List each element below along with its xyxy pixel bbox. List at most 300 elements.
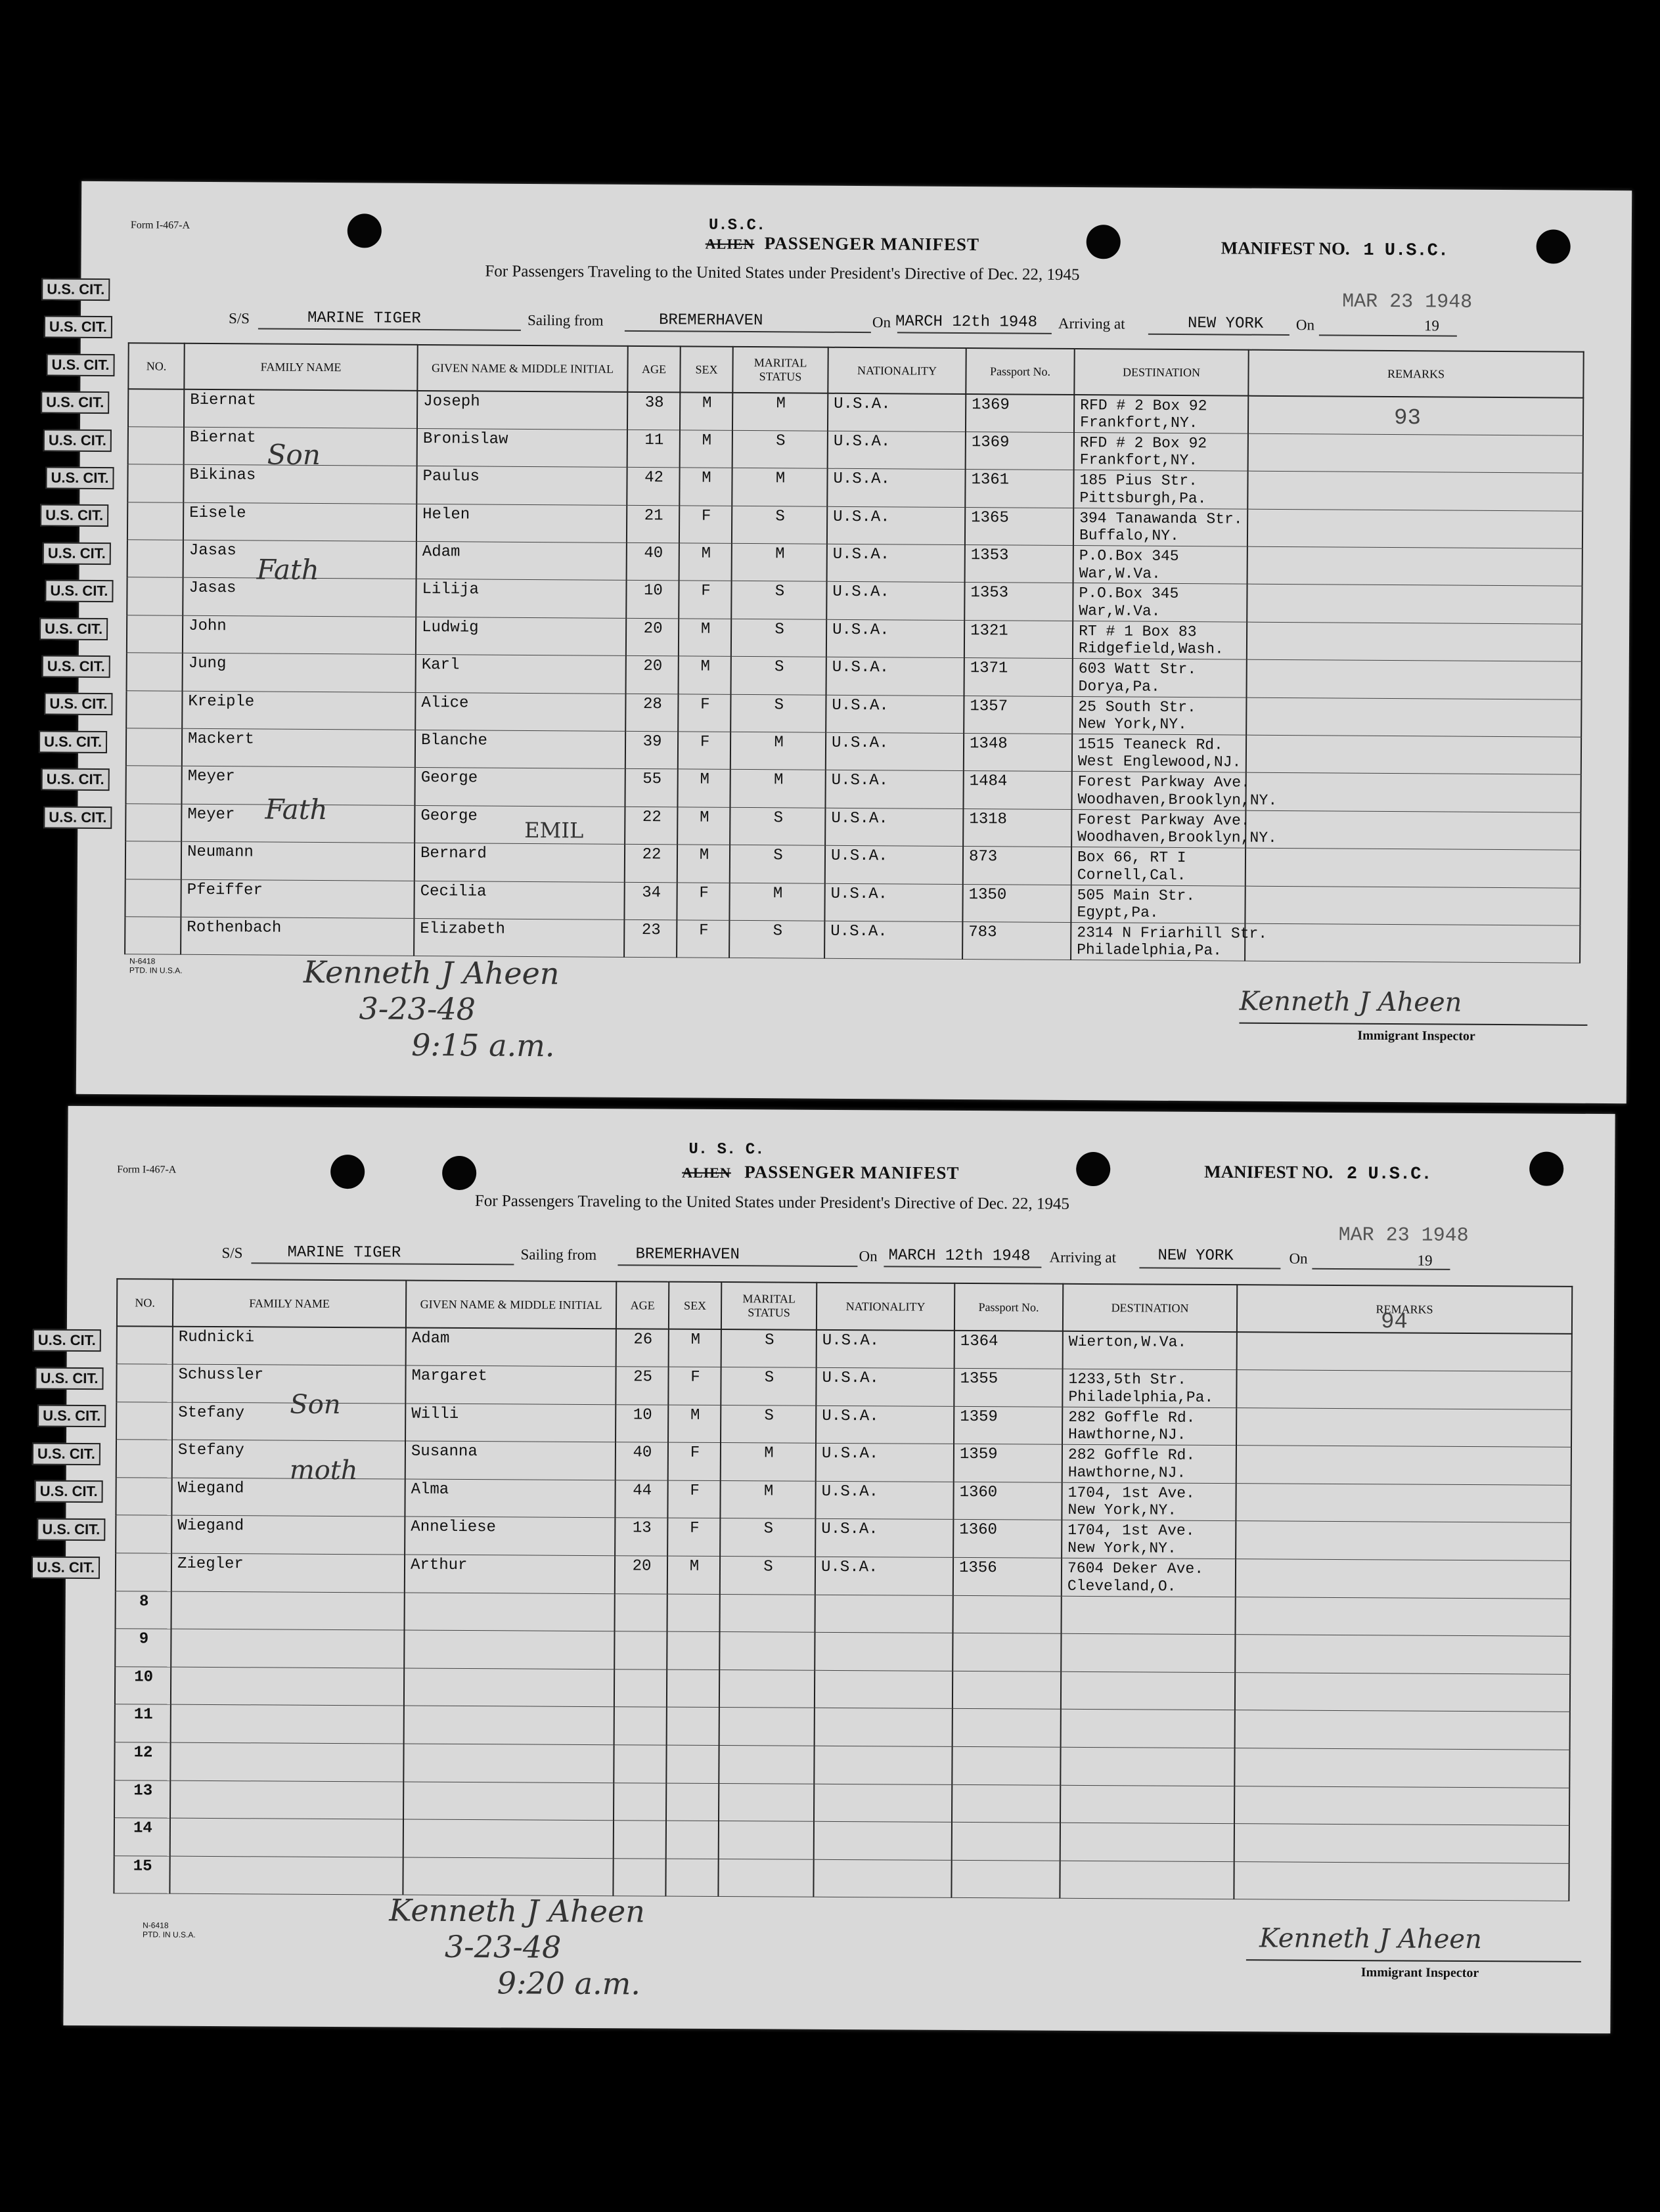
destination-line-2: Woodhaven,Brooklyn,NY. bbox=[1077, 828, 1277, 847]
port-line bbox=[617, 1264, 857, 1267]
cell-nationality: U.S.A. bbox=[817, 1330, 954, 1369]
destination-line-2: Cornell,Cal. bbox=[1077, 866, 1186, 884]
us-citizen-stamp: U.S. CIT. bbox=[41, 391, 109, 414]
cell-sex: M bbox=[667, 1556, 720, 1594]
cell-age: 38 bbox=[627, 392, 680, 430]
cell-remarks bbox=[1234, 1748, 1569, 1788]
punch-hole bbox=[1529, 1151, 1563, 1185]
cell-family-name: Ziegler bbox=[171, 1553, 405, 1592]
table-row bbox=[114, 1856, 1569, 1901]
ship-name: MARINE TIGER bbox=[307, 309, 421, 328]
cell-marital-status: M bbox=[730, 732, 826, 770]
cell-marital-status bbox=[719, 1708, 815, 1746]
cell-sex: F bbox=[679, 581, 731, 619]
cell-marital-status: S bbox=[732, 430, 828, 468]
destination-line-2: War,W.Va. bbox=[1079, 564, 1161, 583]
cell-nationality: U.S.A. bbox=[825, 808, 963, 847]
punch-hole bbox=[1087, 225, 1121, 259]
cell-remarks bbox=[1235, 1710, 1570, 1750]
cell-destination bbox=[1061, 1634, 1235, 1673]
cell-remarks bbox=[1236, 1484, 1571, 1523]
cell-passport-no bbox=[952, 1784, 1060, 1823]
cell-marital-status: S bbox=[720, 1518, 815, 1557]
cell-destination bbox=[1062, 1445, 1236, 1484]
cell-nationality: U.S.A. bbox=[825, 845, 963, 884]
cell-passport-no: 1364 bbox=[954, 1331, 1063, 1369]
cell-sex: M bbox=[679, 619, 731, 657]
destination-line-1: 1704, 1st Ave. bbox=[1067, 1522, 1195, 1540]
destination-line-2: Dorya,Pa. bbox=[1078, 677, 1160, 696]
cell-given-name bbox=[404, 1668, 614, 1707]
arrival-date-stamp: MAR 23 1948 bbox=[1342, 290, 1473, 314]
cell-destination bbox=[1073, 621, 1247, 659]
cell-family-name: Jasas bbox=[183, 578, 416, 617]
cell-age: 20 bbox=[626, 618, 679, 656]
form-id: Form I-467-A bbox=[130, 219, 191, 231]
us-citizen-stamp: U.S. CIT. bbox=[43, 429, 112, 452]
cell-marital-status: M bbox=[732, 393, 828, 431]
cell-passport-no: 1350 bbox=[962, 884, 1071, 922]
inspector-label: Immigrant Inspector bbox=[1357, 1028, 1475, 1044]
inspector-label: Immigrant Inspector bbox=[1360, 1965, 1479, 1981]
cell-family-name bbox=[170, 1818, 403, 1857]
cell-nationality: U.S.A. bbox=[815, 1557, 953, 1595]
handwritten-fath-note: Fath bbox=[256, 553, 320, 586]
table-header bbox=[128, 343, 1583, 398]
destination-line-1: RFD # 2 Box 92 bbox=[1080, 397, 1207, 415]
cell-age bbox=[615, 1593, 667, 1631]
cell-family-name: Rothenbach bbox=[181, 917, 414, 956]
cell-given-name: Elizabeth bbox=[414, 918, 624, 957]
cell-destination bbox=[1071, 922, 1268, 961]
destination-line-2: Frankfort,NY. bbox=[1079, 451, 1198, 470]
cell-destination bbox=[1063, 1331, 1237, 1370]
destination-line-2: Pittsburgh,Pa. bbox=[1079, 489, 1207, 507]
cell-destination bbox=[1073, 470, 1247, 509]
header-col-passport-no: Passport No. bbox=[966, 348, 1074, 395]
cell-given-name: Alma bbox=[405, 1479, 615, 1518]
us-citizen-stamp: U.S. CIT. bbox=[37, 1518, 105, 1541]
cell-sex: M bbox=[677, 845, 730, 883]
destination-line-1: 2314 N Friarhill Str. bbox=[1077, 924, 1268, 942]
cell-nationality: U.S.A. bbox=[827, 506, 965, 545]
cell-marital-status: S bbox=[721, 1405, 816, 1443]
cell-nationality: U.S.A. bbox=[816, 1367, 954, 1406]
cell-sex: F bbox=[667, 1480, 720, 1518]
cell-given-name bbox=[405, 1593, 615, 1631]
cell-remarks bbox=[1237, 1332, 1572, 1371]
cell-age: 25 bbox=[616, 1367, 668, 1405]
remarks-number: 93 bbox=[1393, 406, 1422, 431]
destination-line-1: Forest Parkway Ave. bbox=[1077, 810, 1250, 830]
cell-age bbox=[614, 1631, 667, 1670]
cell-destination bbox=[1073, 583, 1247, 622]
cell-no: 12 bbox=[114, 1742, 170, 1781]
signature-line bbox=[1239, 1023, 1587, 1026]
cell-no: 15 bbox=[114, 1856, 169, 1894]
sailing-date: MARCH 12th 1948 bbox=[895, 313, 1038, 332]
cell-family-name: Pfeiffer bbox=[181, 879, 414, 919]
cell-age: 28 bbox=[625, 694, 678, 732]
cell-age bbox=[614, 1821, 666, 1859]
cell-marital-status bbox=[719, 1783, 814, 1821]
cell-remarks bbox=[1245, 848, 1581, 888]
cell-family-name: Neumann bbox=[181, 841, 415, 881]
cell-destination bbox=[1061, 1671, 1235, 1710]
departure-port: BREMERHAVEN bbox=[635, 1245, 740, 1264]
destination-line-2: Ridgefield,Wash. bbox=[1078, 640, 1224, 658]
cell-passport-no: 1371 bbox=[964, 658, 1073, 696]
us-citizen-stamp: U.S. CIT. bbox=[35, 1367, 103, 1390]
cell-no bbox=[128, 427, 184, 465]
cell-marital-status bbox=[719, 1670, 815, 1708]
destination-line-1 bbox=[1067, 1673, 1230, 1674]
cell-age: 20 bbox=[615, 1556, 667, 1594]
cell-marital-status: S bbox=[721, 1329, 817, 1367]
cell-nationality bbox=[813, 1859, 951, 1898]
cell-age: 23 bbox=[624, 919, 677, 958]
header-col-sex: SEX bbox=[669, 1282, 721, 1329]
cell-given-name: Margaret bbox=[405, 1365, 616, 1404]
cell-given-name: Paulus bbox=[416, 466, 627, 505]
cell-nationality: U.S.A. bbox=[815, 1519, 953, 1558]
cell-passport-no: 1369 bbox=[966, 431, 1074, 470]
cell-nationality: U.S.A. bbox=[828, 393, 966, 432]
us-citizen-stamp: U.S. CIT. bbox=[43, 542, 111, 565]
punch-hole bbox=[330, 1155, 365, 1189]
cell-nationality: U.S.A. bbox=[816, 1444, 954, 1482]
cell-passport-no: 1353 bbox=[964, 583, 1073, 621]
us-citizen-stamp: U.S. CIT. bbox=[45, 580, 113, 603]
destination-line-2 bbox=[1067, 1673, 1230, 1674]
handwritten-moth-note: moth bbox=[289, 1455, 358, 1486]
destination-line-2: Woodhaven,Brooklyn,NY. bbox=[1077, 790, 1278, 809]
destination-line-1 bbox=[1066, 1786, 1230, 1787]
print-code: N-6418 PTD. IN U.S.A. bbox=[129, 956, 183, 976]
cell-given-name: Ludwig bbox=[416, 617, 626, 655]
date-line bbox=[897, 332, 1052, 334]
cell-no bbox=[128, 389, 184, 427]
cell-destination bbox=[1060, 1823, 1234, 1861]
cell-sex: M bbox=[668, 1405, 721, 1443]
us-citizen-stamp: U.S. CIT. bbox=[42, 655, 110, 678]
cell-given-name: Adam bbox=[416, 541, 627, 580]
destination-line-1: 185 Pius Str. bbox=[1079, 472, 1198, 490]
cell-destination bbox=[1060, 1785, 1234, 1824]
cell-age bbox=[614, 1745, 666, 1783]
cell-given-name: Willi bbox=[405, 1404, 616, 1442]
destination-line-2: New York,NY. bbox=[1078, 715, 1187, 734]
cell-sex: M bbox=[680, 392, 732, 430]
handwritten-signature-name: Kenneth J Aheen bbox=[389, 1892, 645, 1930]
cell-given-name: George bbox=[415, 805, 625, 844]
cell-no: 9 bbox=[115, 1629, 171, 1667]
on2-label: On bbox=[1295, 317, 1315, 334]
manifest-title: PASSENGER MANIFEST bbox=[764, 233, 980, 255]
cell-sex bbox=[667, 1708, 719, 1746]
header-col-given-name: GIVEN NAME & MIDDLE INITIAL bbox=[417, 345, 627, 392]
cell-destination bbox=[1062, 1520, 1236, 1559]
destination-line-1: 282 Goffle Rd. bbox=[1068, 1408, 1196, 1427]
print-code: N-6418 PTD. IN U.S.A. bbox=[143, 1920, 196, 1940]
cell-remarks bbox=[1236, 1446, 1571, 1485]
cell-passport-no: 1318 bbox=[963, 808, 1071, 847]
remarks-number: 94 bbox=[1380, 1310, 1408, 1335]
cell-no bbox=[127, 653, 183, 691]
cell-age: 40 bbox=[627, 542, 679, 581]
header-col-sex: SEX bbox=[680, 346, 732, 392]
header-col-remarks: REMARKS bbox=[1248, 350, 1583, 398]
cell-destination bbox=[1073, 659, 1247, 697]
cell-given-name: Blanche bbox=[415, 730, 625, 768]
cell-destination bbox=[1072, 734, 1246, 773]
cell-sex: F bbox=[667, 1518, 720, 1557]
passenger-table bbox=[124, 342, 1584, 963]
cell-given-name bbox=[403, 1782, 614, 1821]
cell-no bbox=[117, 1326, 173, 1364]
us-citizen-stamp: U.S. CIT. bbox=[45, 466, 114, 489]
cell-destination bbox=[1060, 1747, 1234, 1786]
cell-destination bbox=[1061, 1596, 1235, 1635]
cell-marital-status: S bbox=[731, 657, 826, 695]
cell-nationality: U.S.A. bbox=[824, 883, 962, 922]
destination-line-1: 1704, 1st Ave. bbox=[1067, 1484, 1195, 1502]
handwritten-middle-name: EMIL bbox=[524, 817, 584, 843]
cell-destination bbox=[1071, 847, 1245, 886]
cell-remarks bbox=[1247, 622, 1582, 662]
manifest-title: PASSENGER MANIFEST bbox=[744, 1162, 960, 1183]
cell-nationality: U.S.A. bbox=[815, 1481, 953, 1520]
cell-remarks bbox=[1235, 1673, 1570, 1712]
cell-nationality: U.S.A. bbox=[824, 921, 962, 960]
handwritten-signature-name: Kenneth J Aheen bbox=[303, 954, 560, 992]
arrival-port: NEW YORK bbox=[1187, 315, 1264, 333]
cell-given-name: Bronislaw bbox=[417, 428, 627, 467]
cell-remarks bbox=[1246, 735, 1581, 775]
cell-no: 14 bbox=[114, 1818, 170, 1856]
usc-overprint: U.S.C. bbox=[708, 216, 766, 235]
on-label: On bbox=[872, 314, 891, 331]
cell-marital-status: S bbox=[730, 807, 825, 845]
cell-passport-no: 1357 bbox=[964, 696, 1072, 734]
destination-line-1: 1515 Teaneck Rd. bbox=[1077, 736, 1223, 754]
subtitle: For Passengers Traveling to the United States under President's Directive of Dec. 22, 1945 bbox=[474, 1192, 1070, 1213]
punch-hole bbox=[442, 1156, 476, 1190]
cell-family-name: Mackert bbox=[182, 728, 415, 768]
cell-family-name bbox=[171, 1705, 404, 1744]
cell-family-name: Jung bbox=[183, 653, 416, 692]
manifest-label: MANIFEST NO. bbox=[1204, 1161, 1334, 1182]
us-citizen-stamp: U.S. CIT. bbox=[32, 1442, 101, 1465]
cell-sex bbox=[667, 1631, 719, 1670]
destination-line-1: Wierton,W.Va. bbox=[1068, 1333, 1187, 1351]
destination-line-1: 1233,5th Str. bbox=[1068, 1370, 1187, 1388]
struck-alien: ALIEN bbox=[682, 1164, 731, 1182]
cell-passport-no: 1361 bbox=[965, 470, 1073, 508]
cell-family-name: Kreiple bbox=[182, 691, 415, 730]
header-col-given-name: GIVEN NAME & MIDDLE INITIAL bbox=[406, 1281, 616, 1329]
destination-line-2: New York,NY. bbox=[1067, 1501, 1177, 1520]
cell-destination bbox=[1072, 696, 1246, 735]
header-col-passport-no: Passport No. bbox=[954, 1283, 1063, 1331]
cell-marital-status: S bbox=[720, 1557, 815, 1595]
cell-nationality bbox=[815, 1595, 953, 1633]
cell-family-name bbox=[170, 1781, 403, 1819]
cell-nationality: U.S.A. bbox=[828, 431, 966, 470]
cell-remarks bbox=[1247, 546, 1582, 586]
cell-age: 10 bbox=[626, 581, 679, 619]
cell-sex: F bbox=[679, 506, 732, 544]
cell-no bbox=[116, 1553, 171, 1591]
cell-no bbox=[116, 1364, 172, 1402]
cell-sex: F bbox=[668, 1442, 721, 1480]
destination-line-1: 25 South Str. bbox=[1078, 697, 1196, 716]
cell-destination bbox=[1062, 1369, 1236, 1407]
destination-line-1: 282 Goffle Rd. bbox=[1067, 1446, 1196, 1465]
cell-age bbox=[614, 1782, 666, 1821]
handwritten-signature-date: 3-23-48 bbox=[359, 990, 476, 1027]
cell-age: 39 bbox=[625, 731, 678, 769]
sailing-label: Sailing from bbox=[527, 311, 604, 329]
cell-given-name: Bernard bbox=[415, 843, 625, 882]
cell-marital-status: S bbox=[729, 920, 824, 958]
destination-line-2: Philadelphia,Pa. bbox=[1068, 1388, 1214, 1406]
punch-hole bbox=[1537, 229, 1571, 263]
date-line bbox=[884, 1266, 1041, 1268]
cell-passport-no: 1355 bbox=[954, 1369, 1062, 1407]
destination-line-2: Buffalo,NY. bbox=[1079, 527, 1179, 545]
cell-sex: M bbox=[677, 769, 730, 807]
ss-line bbox=[258, 328, 521, 330]
cell-age bbox=[614, 1707, 667, 1745]
cell-age: 10 bbox=[616, 1404, 668, 1442]
cell-no bbox=[126, 690, 182, 728]
cell-family-name bbox=[171, 1667, 404, 1706]
punch-hole bbox=[1076, 1152, 1110, 1186]
cell-nationality bbox=[814, 1784, 952, 1823]
cell-marital-status: S bbox=[721, 1367, 816, 1405]
cell-sex bbox=[667, 1594, 720, 1632]
manifest-number-block bbox=[1221, 238, 1449, 261]
cell-remarks bbox=[1235, 1597, 1570, 1636]
cell-age: 55 bbox=[625, 769, 677, 807]
cell-passport-no: 1359 bbox=[954, 1406, 1062, 1444]
cell-nationality: U.S.A. bbox=[826, 695, 964, 734]
us-citizen-stamp: U.S. CIT. bbox=[35, 1480, 103, 1503]
cell-remarks bbox=[1247, 509, 1582, 549]
cell-remarks bbox=[1236, 1559, 1571, 1599]
cell-remarks bbox=[1245, 810, 1581, 851]
handwritten-fath-note-2: Fath bbox=[265, 793, 328, 826]
cell-nationality: U.S.A. bbox=[827, 544, 965, 583]
cell-no: 8 bbox=[116, 1591, 171, 1629]
struck-alien: ALIEN bbox=[705, 235, 755, 253]
destination-line-2 bbox=[1067, 1749, 1230, 1750]
cell-family-name: Jasas bbox=[183, 540, 416, 579]
destination-line-1: Box 66, RT I bbox=[1077, 849, 1186, 867]
cell-family-name bbox=[170, 1742, 403, 1781]
cell-marital-status: M bbox=[721, 1443, 816, 1481]
cell-given-name: Susanna bbox=[405, 1441, 616, 1480]
cell-no bbox=[126, 728, 182, 766]
sailing-label: Sailing from bbox=[520, 1246, 597, 1264]
cell-given-name: Alice bbox=[415, 692, 625, 731]
us-citizen-stamp: U.S. CIT. bbox=[40, 504, 108, 527]
cell-marital-status: S bbox=[731, 581, 826, 619]
cell-no: 11 bbox=[115, 1704, 171, 1742]
ss-label: S/S bbox=[228, 310, 250, 327]
cell-marital-status: M bbox=[720, 1480, 815, 1518]
cell-no bbox=[125, 917, 181, 955]
cell-sex bbox=[666, 1783, 719, 1821]
destination-line-1: RT # 1 Box 83 bbox=[1079, 622, 1197, 641]
cell-no bbox=[127, 464, 183, 502]
cell-passport-no: 1321 bbox=[964, 620, 1073, 658]
destination-line-1 bbox=[1067, 1597, 1231, 1598]
arrival-line bbox=[1148, 334, 1290, 336]
cell-nationality: U.S.A. bbox=[826, 582, 964, 621]
us-citizen-stamp: U.S. CIT. bbox=[41, 278, 110, 301]
destination-line-1: P.O.Box 345 bbox=[1079, 547, 1179, 565]
cell-age: 21 bbox=[627, 505, 679, 543]
cell-given-name: Anneliese bbox=[405, 1517, 615, 1556]
cell-sex: F bbox=[678, 732, 730, 770]
header-col-family-name: FAMILY NAME bbox=[173, 1279, 406, 1328]
cell-remarks bbox=[1234, 1786, 1569, 1825]
ss-line bbox=[251, 1262, 514, 1265]
cell-age: 42 bbox=[627, 468, 679, 506]
us-citizen-stamp: U.S. CIT. bbox=[39, 617, 108, 640]
destination-line-2: Hawthorne,NJ. bbox=[1067, 1463, 1186, 1482]
cell-passport-no: 873 bbox=[963, 847, 1071, 885]
destination-line-1: 505 Main Str. bbox=[1077, 886, 1196, 904]
cell-marital-status: S bbox=[732, 506, 827, 544]
cell-family-name: John bbox=[183, 615, 416, 655]
cell-passport-no bbox=[952, 1823, 1060, 1861]
cell-sex: M bbox=[677, 807, 730, 845]
us-citizen-stamp: U.S. CIT. bbox=[33, 1329, 101, 1352]
cell-passport-no bbox=[952, 1746, 1060, 1784]
cell-sex: F bbox=[668, 1367, 721, 1405]
cell-given-name: George bbox=[415, 768, 625, 807]
ship-name: MARINE TIGER bbox=[287, 1243, 401, 1262]
cell-passport-no: 1353 bbox=[965, 545, 1073, 583]
header-col-age: AGE bbox=[627, 346, 680, 392]
header-col-no: NO. bbox=[117, 1279, 173, 1326]
ss-label: S/S bbox=[221, 1245, 243, 1262]
us-citizen-stamp: U.S. CIT. bbox=[32, 1556, 100, 1579]
cell-passport-no: 1360 bbox=[953, 1482, 1062, 1520]
destination-line-1: RFD # 2 Box 92 bbox=[1079, 433, 1207, 453]
cell-passport-no bbox=[953, 1633, 1061, 1671]
header-col-nationality: NATIONALITY bbox=[828, 347, 966, 394]
destination-line-2 bbox=[1067, 1711, 1230, 1712]
cell-no bbox=[116, 1440, 172, 1478]
cell-nationality: U.S.A. bbox=[826, 657, 964, 696]
cell-destination bbox=[1062, 1482, 1236, 1521]
cell-remarks bbox=[1247, 471, 1582, 511]
cell-family-name: Meyer bbox=[181, 766, 415, 806]
destination-line-1 bbox=[1067, 1711, 1230, 1712]
cell-remarks bbox=[1247, 585, 1582, 625]
form-id: Form I-467-A bbox=[117, 1164, 177, 1176]
cell-nationality: U.S.A. bbox=[826, 619, 964, 658]
destination-line-1 bbox=[1067, 1635, 1230, 1636]
destination-line-1: P.O.Box 345 bbox=[1079, 585, 1179, 603]
cell-age: 22 bbox=[625, 845, 677, 883]
cell-family-name: Biernat bbox=[184, 389, 417, 429]
year-suffix: 19 bbox=[1424, 317, 1440, 334]
